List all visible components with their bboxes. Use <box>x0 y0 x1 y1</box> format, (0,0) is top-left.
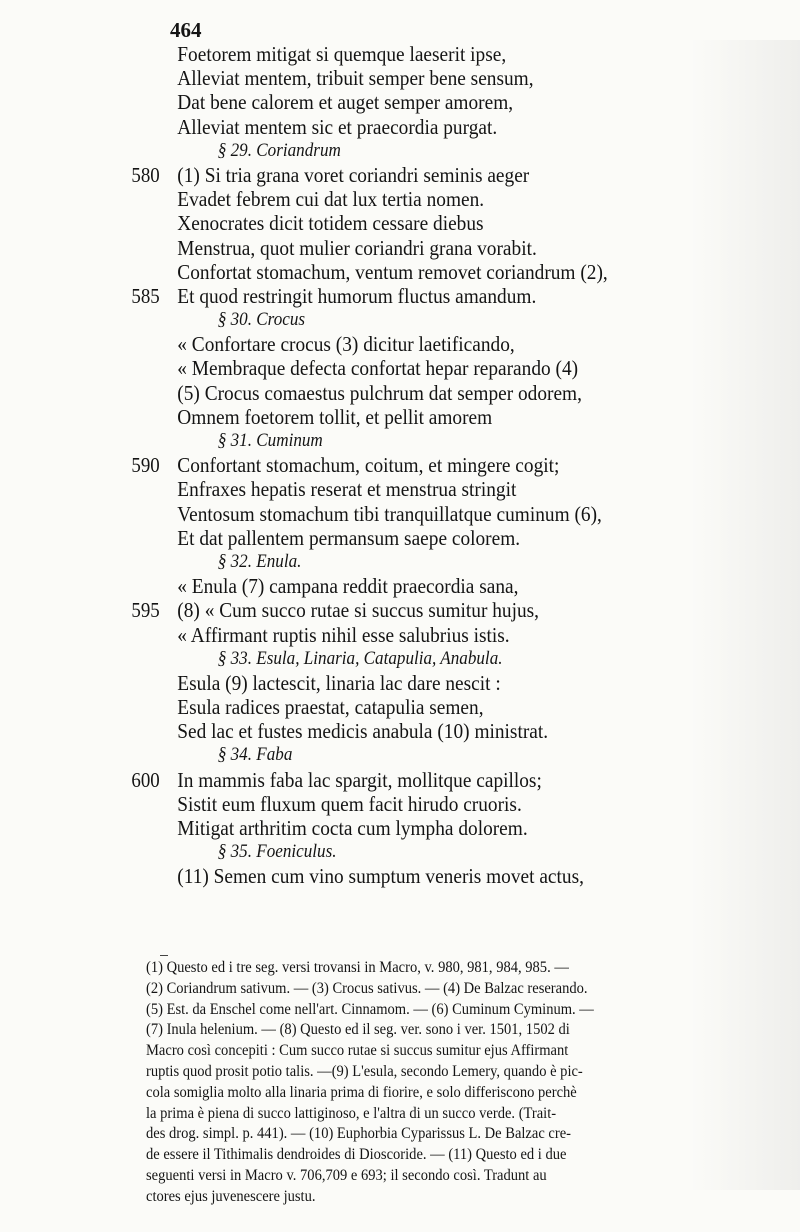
footnote-line: de essere il Tithimalis dendroides di Dioscoride. — (11) Questo ed i due <box>146 1146 567 1164</box>
section-heading <box>0 429 720 453</box>
verse-line <box>0 671 720 695</box>
verse-line <box>0 405 720 429</box>
verse-text: Alleviat mentem sic et praecordia purgat. <box>177 114 498 139</box>
footnote-line: seguenti versi in Macro v. 706,709 e 693; il secondo così. Tradunt au <box>146 1166 547 1184</box>
verse-line <box>0 332 720 356</box>
section-heading <box>0 550 720 574</box>
section-title: § 30. Crocus <box>217 309 306 331</box>
section-heading <box>0 308 720 332</box>
section-heading <box>0 139 720 163</box>
verse-text: « Affirmant ruptis nihil esse salubrius istis. <box>177 622 510 647</box>
verse-number: 585 <box>131 283 160 308</box>
verse-line <box>0 526 720 550</box>
verse-text: (8) « Cum succo rutae si succus sumitur hujus, <box>177 598 540 623</box>
section-title: § 32. Enula. <box>217 550 302 572</box>
verse-line <box>0 792 720 816</box>
verse-text: Confortat stomachum, ventum removet coriandrum (2), <box>177 259 608 284</box>
verse-line <box>0 623 720 647</box>
verse-text: Ventosum stomachum tibi tranquillatque cuminum (6), <box>177 501 602 526</box>
verse-line <box>0 816 720 840</box>
verse-number: 580 <box>131 162 160 187</box>
verse-line <box>0 768 720 792</box>
verse-text: (1) Si tria grana voret coriandri seminis aeger <box>177 162 530 187</box>
section-heading <box>0 647 720 671</box>
verse-line <box>0 284 720 308</box>
verse-text: « Membraque defecta confortat hepar reparando (4) <box>177 356 579 381</box>
verse-text: Foetorem mitigat si quemque laeserit ipse, <box>177 42 507 66</box>
section-heading <box>0 840 720 864</box>
verse-text: Esula (9) lactescit, linaria lac dare nescit : <box>177 670 501 695</box>
verse-text: (5) Crocus comaestus pulchrum dat semper odorem, <box>177 380 582 405</box>
verse-text: Et dat pallentem permansum saepe colorem. <box>177 525 521 550</box>
verse-line <box>0 719 720 743</box>
verse-text: Enfraxes hepatis reserat et menstrua stringit <box>177 477 517 502</box>
verse-text: Mitigat arthritim cocta cum lympha dolorem. <box>177 816 528 840</box>
verse-line <box>0 163 720 187</box>
verse-text: Et quod restringit humorum fluctus amandum. <box>177 283 537 308</box>
verse-line <box>0 211 720 235</box>
verse-line <box>0 453 720 477</box>
verse-text: Sed lac et fustes medicis anabula (10) ministrat. <box>177 719 549 744</box>
section-title: § 33. Esula, Linaria, Catapulia, Anabula. <box>217 647 503 669</box>
verse-number: 600 <box>131 767 160 792</box>
footnotes <box>146 958 766 1208</box>
verse-line <box>0 574 720 598</box>
verse-text: In mammis faba lac spargit, mollitque capillos; <box>177 767 542 792</box>
footnote-line: des drog. simpl. p. 441). — (10) Euphorbia Cyparissus L. De Balzac cre- <box>146 1125 571 1143</box>
verse-line <box>0 598 720 622</box>
verse-text: Menstrua, quot mulier coriandri grana vorabit. <box>177 235 537 260</box>
verse-text: « Confortare crocus (3) dicitur laetificando, <box>177 332 515 357</box>
verse-line <box>0 90 720 114</box>
footnote-line: (7) Inula helenium. — (8) Questo ed il seg. ver. sono i ver. 1501, 1502 di <box>146 1021 570 1039</box>
verse-line <box>0 187 720 211</box>
verse-number: 595 <box>131 598 160 623</box>
footnote-line: (2) Coriandrum sativum. — (3) Crocus sativus. — (4) De Balzac reserando. <box>146 979 588 997</box>
verse-text: Dat bene calorem et auget semper amorem, <box>177 90 514 115</box>
verse-line <box>0 236 720 260</box>
footnote-line: la prima è piena di succo lattiginoso, e l'altra di un succo verde. (Trait- <box>146 1104 557 1122</box>
verse-line <box>0 381 720 405</box>
verse-text: Sistit eum fluxum quem facit hirudo cruoris. <box>177 791 522 816</box>
footnote-separator <box>160 955 168 956</box>
footnote-line: (5) Est. da Enschel come nell'art. Cinnamom. — (6) Cuminum Cyminum. — <box>146 1000 594 1018</box>
verse-line <box>0 115 720 139</box>
verse-line <box>0 502 720 526</box>
verse-number: 590 <box>131 453 160 478</box>
verse-text: Confortant stomachum, coitum, et mingere cogit; <box>177 453 560 478</box>
footnote-line: cola somiglia molto alla linaria prima di fiorire, e solo differiscono perchè <box>146 1083 577 1101</box>
footnote-line: ctores ejus juvenescere justu. <box>146 1187 316 1205</box>
footnote-line: (1) Questo ed i tre seg. versi trovansi in Macro, v. 980, 981, 984, 985. — <box>146 959 569 976</box>
section-title: § 29. Coriandrum <box>217 139 341 161</box>
verse-text: (11) Semen cum vino sumptum veneris movet actus, <box>177 864 584 889</box>
verse-line <box>0 66 720 90</box>
verse-text: Xenocrates dicit totidem cessare diebus <box>177 211 484 236</box>
verse-text: « Enula (7) campana reddit praecordia sana, <box>177 574 519 599</box>
verse-line <box>0 864 720 888</box>
verse-line <box>0 695 720 719</box>
verse-line <box>0 477 720 501</box>
footnote-line: ruptis quod prosit potio talis. —(9) L'esula, secondo Lemery, quando è pic- <box>146 1062 583 1080</box>
section-heading <box>0 743 720 767</box>
verse-text: Esula radices praestat, catapulia semen, <box>177 695 484 720</box>
verse-text: Evadet febrem cui dat lux tertia nomen. <box>177 187 485 212</box>
verse-text: Alleviat mentem, tribuit semper bene sensum, <box>177 66 534 91</box>
section-title: § 35. Foeniculus. <box>217 841 337 863</box>
section-title: § 34. Faba <box>217 744 293 766</box>
verse-line <box>0 356 720 380</box>
section-title: § 31. Cuminum <box>217 430 323 451</box>
page-number: 464 <box>170 18 202 42</box>
verse-line <box>0 260 720 284</box>
footnote-line: Macro così concepiti : Cum succo rutae si succus sumitur ejus Affirmant <box>146 1042 569 1060</box>
verse-line <box>0 42 720 66</box>
verse-block <box>0 42 800 889</box>
verse-text: Omnem foetorem tollit, et pellit amorem <box>177 404 493 429</box>
